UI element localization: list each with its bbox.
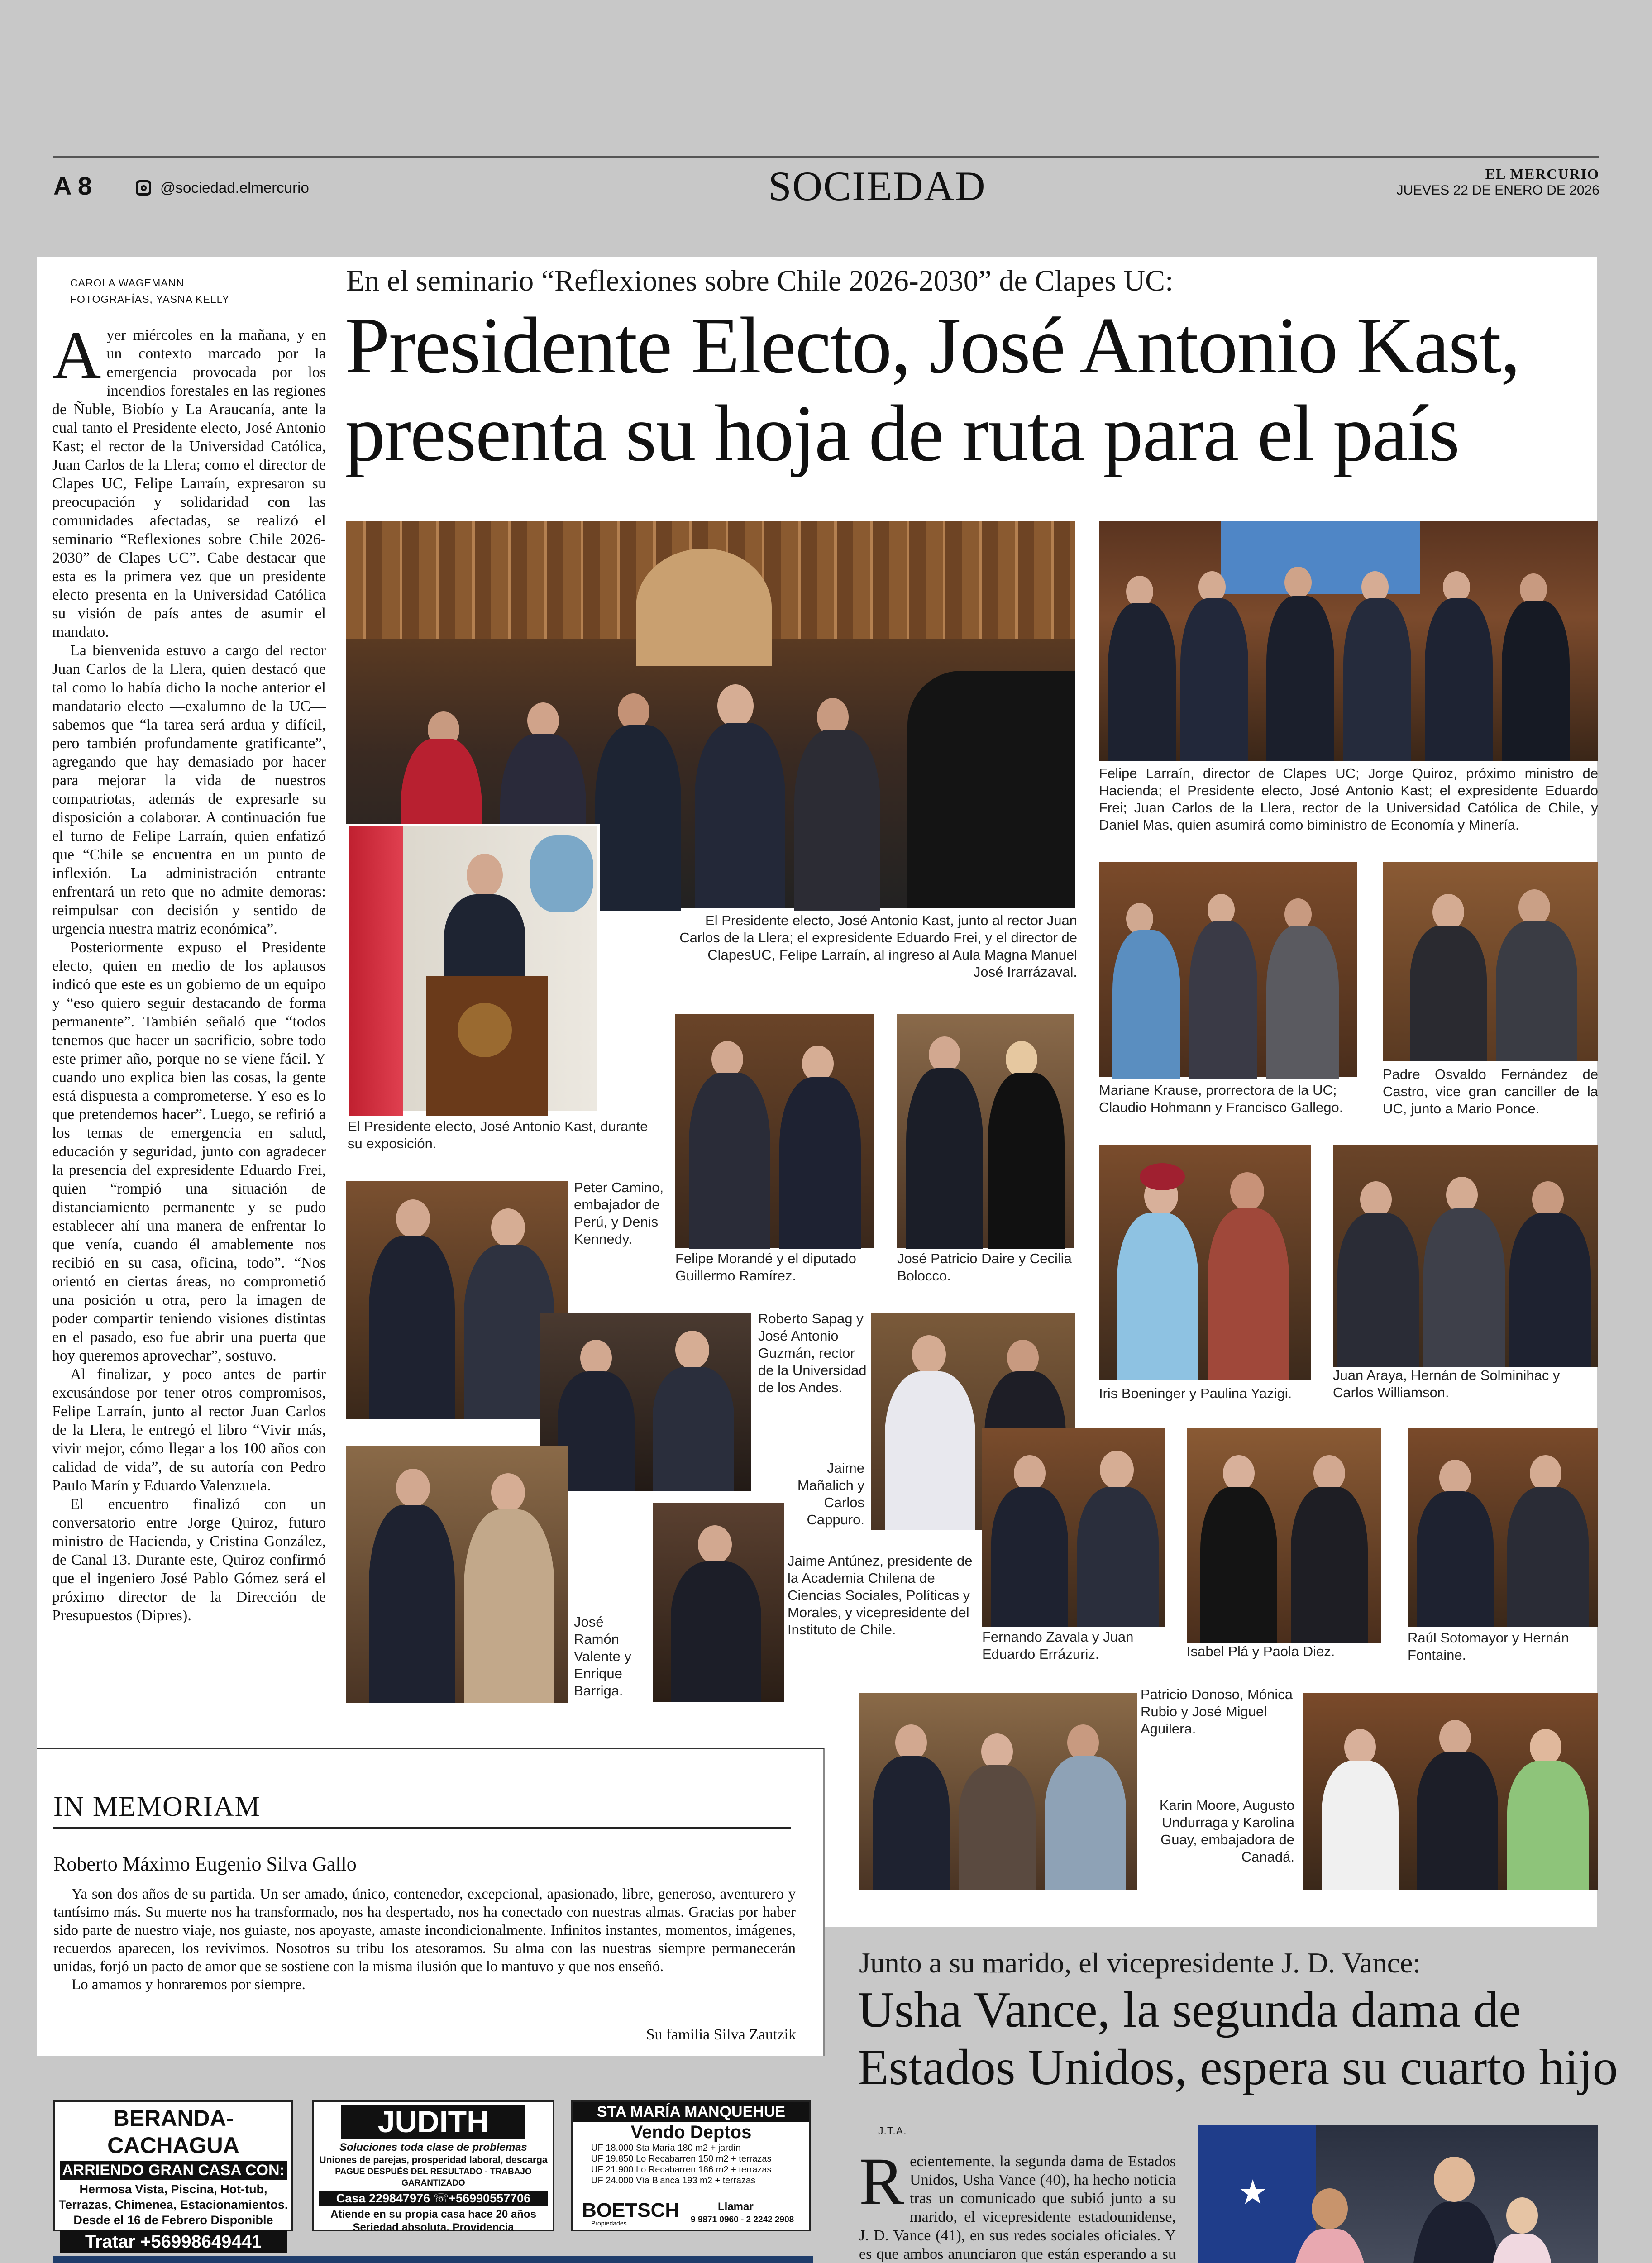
byline: CAROLA WAGEMANN: [70, 277, 184, 289]
caption-antunez: Jaime Antúnez, presidente de la Academia Chilena de Ciencias Sociales, Políticas y Morales, y vicepresidente del Instituto de Chile.: [788, 1553, 973, 1638]
caption-raul: Raúl Sotomayor y Hernán Fontaine.: [1408, 1630, 1569, 1663]
photo-donoso: [859, 1693, 1137, 1890]
photo-daire: [897, 1014, 1074, 1248]
caption-group: Felipe Larraín, director de Clapes UC; Jorge Quiroz, próximo ministro de Hacienda; el Presidente electo, José Antonio Kast; el expresidente Eduardo Frei; Juan Carlos de la Llera, rector de la Universidad Católica de Chile, y Daniel Mas, quien asumirá como biministro de Economía y Minería.: [1099, 765, 1598, 833]
memoriam-name: Roberto Máximo Eugenio Silva Gallo: [53, 1853, 357, 1875]
photo-araya: [1333, 1145, 1598, 1367]
section-title: SOCIEDAD: [768, 163, 986, 209]
caption-jaime: Jaime Mañalich y Carlos Cappuro.: [797, 1460, 864, 1528]
caption-sapag: Roberto Sapag y José Antonio Guzmán, rector de la Universidad de los Andes.: [758, 1311, 867, 1395]
classified-manquehue[interactable]: STA MARÍA MANQUEHUE Vendo Deptos UF 18.000 Sta María 180 m2 + jardín UF 19.850 Lo Recabarren 150 m2 + terrazas UF 21.900 Lo Recabarren 186 m2 + terrazas UF 24.000 Vía Blanca 193 m2 + terrazas BOETSCH Propiedades Llamar 9 9871 0960 - 2 2242 2908: [571, 2100, 811, 2231]
photo-moore: [1303, 1693, 1598, 1890]
festival-ad[interactable]: [53, 2256, 813, 2263]
manquehue-title: STA MARÍA MANQUEHUE: [573, 2102, 809, 2122]
photo-vance-inauguration: [1198, 2125, 1598, 2263]
beranda-phone: Tratar +56998649441: [60, 2230, 287, 2253]
vance-headline-2: Estados Unidos, espera su cuarto hijo: [858, 2039, 1618, 2096]
caption-zavala: Fernando Zavala y Juan Eduardo Errázuriz.: [982, 1629, 1134, 1662]
newspaper-name: EL MERCURIO: [1485, 166, 1599, 182]
photo-valente: [346, 1446, 568, 1703]
photo-raul: [1408, 1428, 1598, 1627]
photo-antunez: [653, 1503, 784, 1702]
beranda-sub: ARRIENDO GRAN CASA CON:: [60, 2161, 287, 2180]
memoriam-rule: [53, 1827, 791, 1829]
memoriam-box: [37, 1748, 825, 2056]
photo-podium: [346, 824, 600, 1113]
beranda-title: BERANDA-CACHAGUA: [107, 2105, 239, 2158]
main-kicker: En el seminario “Reflexiones sobre Chile 2026-2030” de Clapes UC:: [346, 264, 1174, 297]
classified-judith[interactable]: JUDITH Soluciones toda clase de problemas Uniones de parejas, prosperidad laboral, descarga PAGUE DESPUÉS DEL RESULTADO - TRABAJO GARANTIZADO Casa 229847976 ☏+56990557706 Atiende en su propia casa hace 20 años Seriedad absoluta. Providencia: [312, 2100, 554, 2231]
manquehue-phone: 9 9871 0960 - 2 2242 2908: [691, 2215, 794, 2225]
caption-iris: Iris Boeninger y Paulina Yazigi.: [1099, 1385, 1292, 1401]
caption-moore: Karin Moore, Augusto Undurraga y Karolina Guay, embajadora de Canadá.: [1159, 1797, 1294, 1865]
social-handle: @sociedad.elmercurio: [160, 179, 309, 196]
main-headline-2: presenta su hoja de ruta para el país: [345, 388, 1459, 478]
photo-sapag: [540, 1313, 751, 1491]
caption-morande: Felipe Morandé y el diputado Guillermo Ramírez.: [675, 1251, 856, 1284]
caption-aula: El Presidente electo, José Antonio Kast, junto al rector Juan Carlos de la Llera; el expresidente Eduardo Frei, y el director de ClapesUC, Felipe Larraín, al ingreso al Aula Magna Manuel José Irarrázaval.: [679, 912, 1077, 980]
page-header: [53, 156, 1599, 210]
memoriam-title: IN MEMORIAM: [53, 1791, 261, 1822]
festival-top-bar: [53, 2256, 813, 2263]
instagram-icon: [136, 180, 151, 196]
vance-kicker: Junto a su marido, el vicepresidente J. D. Vance:: [859, 1947, 1421, 1979]
photo-iris: [1099, 1145, 1311, 1380]
memoriam-text: Ya son dos años de su partida. Un ser amado, único, contenedor, excepcional, apasionado, libre, generoso, aventurero y tantísimo más. Su muerte nos ha transformado, nos ha despertado, nos ha conectado con nuestras almas. Gracias por haber sido parte de nuestro viaje, nos guiaste, nos apoyaste, amaste incondicionalmente. Infinitos instantes, momentos, imágenes, recuerdos aparecen, los revivimos. Nosotros su tribu los atesoramos. Su alma con las nuestras siempre permanecerán unidas, forjó un pacto de amor que se sostiene con la misma ilusión que lo mantuvo y que nos enseñó. Lo amamos y honraremos por siempre.: [53, 1886, 796, 1993]
photo-group-clapes: [1099, 521, 1598, 761]
photo-isabel: [1187, 1428, 1381, 1643]
vance-headline-1: Usha Vance, la segunda dama de: [858, 1982, 1521, 2038]
caption-isabel: Isabel Plá y Paola Diez.: [1187, 1643, 1335, 1659]
classified-beranda[interactable]: BERANDA-CACHAGUA ARRIENDO GRAN CASA CON: Hermosa Vista, Piscina, Hot-tub, Terrazas, Chimenea, Estacionamientos. Desde el 16 de Febrero Disponible Tratar +56998649441: [53, 2100, 293, 2231]
dropcap: A: [52, 318, 101, 393]
caption-daire: José Patricio Daire y Cecilia Bolocco.: [897, 1251, 1072, 1284]
caption-mariane: Mariane Krause, prorrectora de la UC; Claudio Hohmann y Francisco Gallego.: [1099, 1082, 1343, 1115]
caption-donoso: Patricio Donoso, Mónica Rubio y José Miguel Aguilera.: [1141, 1686, 1293, 1737]
caption-podium: El Presidente electo, José Antonio Kast, durante su exposición.: [348, 1118, 648, 1151]
photo-camino: [346, 1181, 568, 1419]
vance-byline: J.T.A.: [878, 2125, 907, 2137]
issue-date: JUEVES 22 DE ENERO DE 2026: [1396, 183, 1599, 198]
photo-zavala: [982, 1428, 1165, 1627]
caption-valente: José Ramón Valente y Enrique Barriga.: [574, 1614, 631, 1699]
judith-title: JUDITH: [341, 2105, 525, 2139]
vance-body: Recientemente, la segunda dama de Estados Unidos, Usha Vance (40), ha hecho noticia tras un comunicado que subió junto a su marido, el vicepresidente estadounidense, J. D. Vance (41), en sus redes sociales oficiales. Y es que ambos anunciaron que están esperando a su: [859, 2144, 1176, 2263]
photo-morande: [675, 1014, 874, 1248]
caption-araya: Juan Araya, Hernán de Solminihac y Carlos Williamson.: [1333, 1367, 1560, 1400]
memoriam-signature: Su familia Silva Zautzik: [646, 2026, 796, 2043]
main-headline-1: Presidente Electo, José Antonio Kast,: [345, 301, 1520, 390]
photo-osvaldo: [1383, 862, 1598, 1061]
caption-camino: Peter Camino, embajador de Perú, y Denis Kennedy.: [574, 1179, 664, 1247]
page-number: A 8: [53, 172, 92, 200]
vance-dropcap: R: [859, 2144, 905, 2219]
photo-mariane: [1099, 862, 1357, 1077]
photo-credit: FOTOGRAFÍAS, YASNA KELLY: [70, 293, 230, 305]
manquehue-brand: BOETSCH: [582, 2199, 680, 2221]
main-article-body: Ayer miércoles en la mañana, y en un contexto marcado por la emergencia provocada por los incendios forestales en las regiones de Ñuble, Biobío y La Araucanía, ante la cual tanto el Presidente electo, José Antonio Kast; el rector de la Universidad Católica, Juan Carlos de la Llera; como el director de Clapes UC, Felipe Larraín, expresaron su preocupación y solidaridad con las comunidades afectadas, se realizó el seminario “Reflexiones sobre Chile 2026-2030” de Clapes UC”. Cabe destacar que esta es la primera vez que un presidente electo presenta en la Universidad Católica su visión de país antes de asumir el mandato. La bienvenida estuvo a cargo del rector Juan Carlos de la Llera, quien destacó que tal como lo había dicho la noche anterior el mandatario electo —exalumno de la UC— sabemos que “la tarea será ardua y difícil, pero también profundamente gratificante”, agregando que hay demasiado por hacer para mejorar la vida de nuestros compatriotas, además de expresarle su disposición a colaborar. A continuación fue el turno de Felipe Larraín, quien enfatizó que “Chile se encuentra en un punto de inflexión. La administración entrante enfrentará un reto que no admite demoras: reimpulsar con decisión y sentido de urgencia nuestra matriz económica”. Posteriormente expuso el Presidente electo, quien en medio de los aplausos indicó que este es un gobierno de un equipo y “eso quiero seguir destacando de forma permanente”. También señaló que “todos tenemos que hacer un sacrificio, sobre todo este primer año, porque no se viene fácil. Y cuando uno explica bien las cosas, la gente está dispuesta a comprometerse. Y eso es lo que pretendemos hacer”. Luego, se refirió a los temas de emergencia en salud, educación y seguridad, junto con agradecer la presencia del expresidente Eduardo Frei, quien “rompió una situación de distanciamiento permanente y se pudo establecer ahí una manera de enfrentar lo que venía, cuando él amablemente nos recibió en su casa, oficina, todo”. “Nos orientó en ciertas áreas, no comprometió una posición u otra, pero la imagen de poder compartir teniendo visiones distintas en el pasado, eso fue abrir una puerta que hoy queremos aprovechar”, sostuvo. Al finalizar, y poco antes de partir excusándose por tener otros compromisos, Felipe Larraín, junto al rector Juan Carlos de la Llera, le entregó el libro “Vivir más, vivir mejor, cómo llegar a los 100 años con calidad de vida”, de su autoría con Pedro Paulo Marín y Eduardo Valenzuela. El encuentro finalizó con un conversatorio entre Jorge Quiroz, futuro ministro de Hacienda, y Cristina González, de Canal 13. Durante este, Quiroz confirmó que el ingeniero José Pablo Gómez será el próximo director de la Dirección de Presupuestos (Dipres).: [52, 318, 326, 1624]
judith-phone: Casa 229847976 ☏+56990557706: [319, 2191, 548, 2206]
caption-osvaldo: Padre Osvaldo Fernández de Castro, vice gran canciller de la UC, junto a Mario Ponce.: [1383, 1066, 1598, 1117]
